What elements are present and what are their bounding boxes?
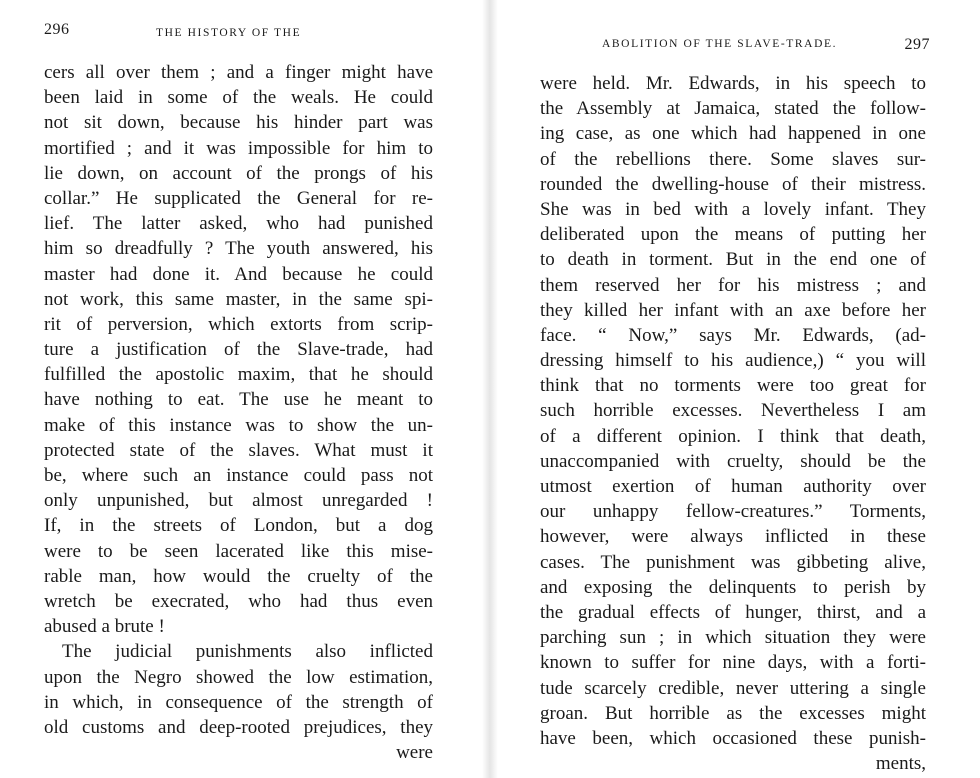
text-line: lie down, on account of the prongs of his	[44, 162, 433, 184]
text-line: utmost exertion of human authority over	[540, 476, 926, 497]
text-line: old customs and deep-rooted prejudices, they	[44, 716, 433, 738]
text-line: our unhappy fellow-creatures.” Torments,	[540, 501, 926, 523]
text-line: rable man, how would the cruelty of the	[44, 565, 433, 587]
text-line: such horrible excesses. Nevertheless I am	[540, 400, 926, 422]
text-line: tude scarcely credible, never uttering a single	[540, 677, 926, 699]
text-line: been laid in some of the weals. He could	[44, 87, 433, 109]
text-line: face. “ Now,” says Mr. Edwards, (ad-	[540, 324, 926, 346]
text-line: The judicial punishments also inflicted	[62, 641, 433, 663]
catchword: were	[396, 742, 433, 764]
text-line: known to suffer for nine days, with a forti-	[540, 652, 926, 674]
text-line: If, in the streets of London, but a dog	[44, 515, 433, 537]
right-running-head: ABOLITION OF THE SLAVE-TRADE.	[602, 38, 838, 50]
text-line: rounded the dwelling-house of their mistress.	[540, 173, 926, 195]
text-line: they killed her infant with an axe before her	[540, 299, 926, 321]
text-line: were to be seen lacerated like this mise-	[44, 540, 433, 562]
text-line: parching sun ; in which situation they were	[540, 627, 926, 649]
text-line: have nothing to eat. The use he meant to	[44, 389, 433, 411]
text-line: lief. The latter asked, who had punished	[44, 213, 433, 235]
text-line: cases. The punishment was gibbeting alive,	[540, 551, 926, 573]
text-line: not work, this same master, in the same spi-	[44, 288, 433, 310]
text-line: wretch be execrated, who had thus even	[44, 590, 433, 612]
text-line: the gradual effects of hunger, thirst, and a	[540, 601, 926, 623]
text-line: upon the Negro showed the low estimation,	[44, 666, 433, 688]
text-line: mortified ; and it was impossible for him to	[44, 137, 433, 159]
text-line: make of this instance was to show the un-	[44, 414, 433, 436]
text-line: fulfilled the apostolic maxim, that he should	[44, 364, 433, 386]
text-line: and exposing the delinquents to perish by	[540, 576, 926, 598]
text-line: ture a justification of the Slave-trade, had	[44, 339, 433, 361]
text-line: of the rebellions there. Some slaves sur-	[540, 148, 926, 170]
text-line: dressing himself to his audience,) “ you will	[540, 350, 926, 372]
text-line: protected state of the slaves. What must it	[44, 439, 433, 461]
text-line: deliberated upon the means of putting her	[540, 224, 926, 246]
text-line: them reserved her for his mistress ; and	[540, 274, 926, 296]
text-line: rit of perversion, which extorts from scrip-	[44, 313, 433, 335]
right-page-text	[540, 71, 926, 776]
text-line: She was in bed with a lovely infant. They	[540, 198, 926, 220]
text-line: think that no torments were too great for	[540, 375, 926, 397]
text-line: not sit down, because his hinder part was	[44, 112, 433, 134]
text-line: the Assembly at Jamaica, stated the follow-	[540, 98, 926, 120]
text-line: in which, in consequence of the strength of	[44, 691, 433, 713]
left-page-number: 296	[44, 21, 70, 38]
text-line: have been, which occasioned these punish-	[540, 727, 926, 749]
text-line: him so dreadfully ? The youth answered, his	[44, 238, 433, 260]
right-page	[490, 0, 980, 778]
text-line: cers all over them ; and a finger might have	[44, 62, 433, 83]
text-line: ing case, as one which had happened in one	[540, 123, 926, 145]
text-line: abused a brute !	[44, 616, 165, 638]
text-line: master had done it. And because he could	[44, 263, 433, 285]
text-line: were held. Mr. Edwards, in his speech to	[540, 73, 926, 94]
right-page-number: 297	[904, 36, 930, 53]
text-line: collar.” He supplicated the General for re-	[44, 187, 433, 209]
catchword: ments,	[875, 753, 926, 775]
text-line: unaccompanied with cruelty, should be the	[540, 450, 926, 472]
text-line: of a different opinion. I think that death,	[540, 425, 926, 447]
text-line: be, where such an instance could pass not	[44, 465, 433, 486]
text-line: however, were always inflicted in these	[540, 526, 926, 548]
left-page-text	[44, 60, 433, 765]
text-line: only unpunished, but almost unregarded !	[44, 490, 433, 512]
left-running-head: THE HISTORY OF THE	[156, 27, 302, 39]
text-line: groan. But horrible as the excesses might	[540, 702, 926, 724]
text-line: to death in torment. But in the end one of	[540, 249, 926, 271]
